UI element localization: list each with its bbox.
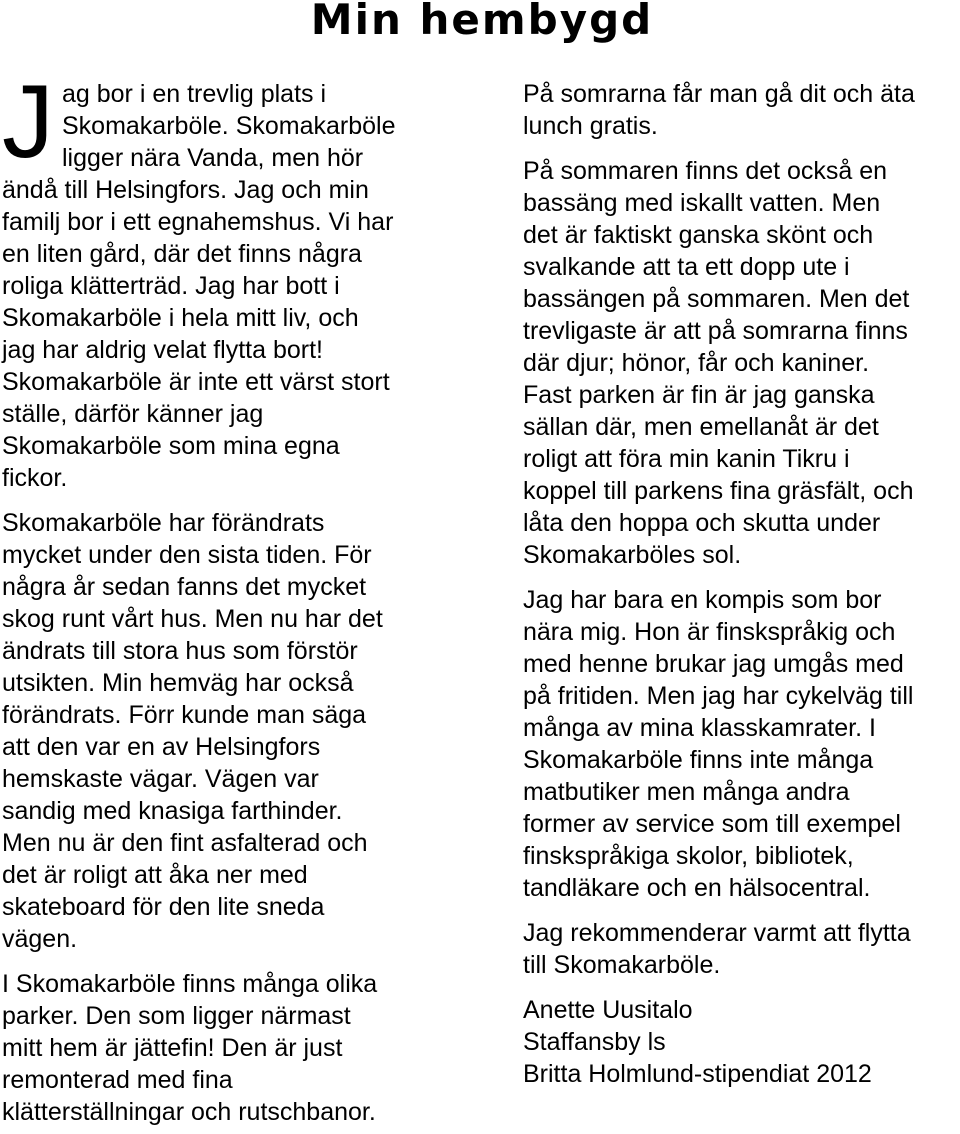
text-line: att den var en av Helsingfors bbox=[2, 733, 321, 761]
left-column bbox=[2, 64, 440, 1128]
text-line: klätterställningar och rutschbanor. bbox=[2, 1098, 376, 1126]
text-line: till Skomakarböle. bbox=[523, 951, 721, 979]
text-line: skog runt vårt hus. Men nu har det bbox=[2, 605, 383, 633]
text-line: fickor. bbox=[2, 464, 68, 492]
text-line: former av service som till exempel bbox=[523, 810, 901, 838]
text-line: Jag har bara en kompis som bor bbox=[523, 586, 882, 614]
text-line: ställe, därför känner jag bbox=[2, 400, 264, 428]
text-line: roliga klätterträd. Jag har bott i bbox=[2, 272, 340, 300]
text-line: där djur; hönor, får och kaniner. bbox=[523, 349, 870, 377]
author-award: Britta Holmlund-stipendiat 2012 bbox=[523, 1060, 872, 1088]
text-line: Skomakarböle finns inte många bbox=[523, 746, 874, 774]
text-line: sandig med knasiga farthinder. bbox=[2, 797, 343, 825]
text-line: sällan där, men emellanåt är det bbox=[523, 413, 879, 441]
text-line: bassäng med iskallt vatten. Men bbox=[523, 189, 881, 217]
text-line: Fast parken är fin är jag ganska bbox=[523, 381, 875, 409]
text-line: Skomakarböle. Skomakarböle bbox=[62, 112, 396, 140]
page-title: Min hembygd bbox=[310, 0, 654, 44]
text-line: Skomakarböle är inte ett värst stort bbox=[2, 368, 390, 396]
paragraph-recommendation bbox=[523, 917, 960, 981]
text-line: mitt hem är jättefin! Den är just bbox=[2, 1034, 343, 1062]
paragraph-changes bbox=[2, 507, 440, 955]
text-line: nära mig. Hon är finskspråkig och bbox=[523, 618, 896, 646]
text-line: hemskaste vägar. Vägen var bbox=[2, 765, 319, 793]
text-line: Skomakarböle har förändrats bbox=[2, 509, 325, 537]
text-line: med henne brukar jag umgås med bbox=[523, 650, 904, 678]
text-line: Jag rekommenderar varmt att flytta bbox=[523, 919, 911, 947]
text-line: ligger nära Vanda, men hör bbox=[62, 144, 364, 172]
text-line: en liten gård, där det finns några bbox=[2, 240, 362, 268]
text-line: roligt att föra min kanin Tikru i bbox=[523, 445, 850, 473]
text-line: På somrarna får man gå dit och äta bbox=[523, 80, 915, 108]
text-line: skateboard för den lite sneda bbox=[2, 893, 325, 921]
text-line: Skomakarböle som mina egna bbox=[2, 432, 340, 460]
text-line: Men nu är den fint asfalterad och bbox=[2, 829, 368, 857]
text-line: koppel till parkens fina gräsfält, och bbox=[523, 477, 914, 505]
text-line: Skomakarböle i hela mitt liv, och bbox=[2, 304, 359, 332]
text-line: det är roligt att åka ner med bbox=[2, 861, 308, 889]
paragraph-intro bbox=[2, 64, 440, 494]
author-name: Anette Uusitalo bbox=[523, 996, 693, 1024]
text-line: jag har aldrig velat flytta bort! bbox=[2, 336, 323, 364]
text-line: vägen. bbox=[2, 925, 78, 953]
text-line: lunch gratis. bbox=[523, 112, 658, 140]
text-line: matbutiker men många andra bbox=[523, 778, 850, 806]
text-line: förändrats. Förr kunde man säga bbox=[2, 701, 367, 729]
text-line: ändrats till stora hus som förstör bbox=[2, 637, 358, 665]
drop-cap: J bbox=[2, 64, 54, 180]
text-line: mycket under den sista tiden. För bbox=[2, 541, 372, 569]
text-line: remonterad med fina bbox=[2, 1066, 233, 1094]
text-line: svalkande att ta ett dopp ute i bbox=[523, 253, 850, 281]
text-line: låta den hoppa och skutta under bbox=[523, 509, 881, 537]
text-line: familj bor i ett egnahemshus. Vi har bbox=[2, 208, 394, 236]
paragraph-lunch bbox=[523, 78, 960, 142]
text-line: I Skomakarböle finns många olika bbox=[2, 970, 378, 998]
text-line: tandläkare och en hälsocentral. bbox=[523, 874, 871, 902]
text-line: på fritiden. Men jag har cykelväg till bbox=[523, 682, 914, 710]
paragraph-parks bbox=[2, 968, 440, 1128]
paragraph-summer bbox=[523, 155, 960, 571]
text-line: bassängen på sommaren. Men det bbox=[523, 285, 910, 313]
text-line: ändå till Helsingfors. Jag och min bbox=[2, 176, 369, 204]
paragraph-friends bbox=[523, 584, 960, 904]
text-line: Skomakarböles sol. bbox=[523, 541, 742, 569]
author-signature bbox=[523, 994, 960, 1090]
text-line: På sommaren finns det också en bbox=[523, 157, 888, 185]
text-line: finskspråkiga skolor, bibliotek, bbox=[523, 842, 854, 870]
text-line: ag bor i en trevlig plats i bbox=[62, 80, 327, 108]
text-line: det är faktiskt ganska skönt och bbox=[523, 221, 874, 249]
text-line: utsikten. Min hemväg har också bbox=[2, 669, 354, 697]
text-line: många av mina klasskamrater. I bbox=[523, 714, 876, 742]
author-school: Staffansby ls bbox=[523, 1028, 666, 1056]
text-line: parker. Den som ligger närmast bbox=[2, 1002, 351, 1030]
text-line: några år sedan fanns det mycket bbox=[2, 573, 367, 601]
right-column bbox=[523, 78, 960, 1090]
text-line: trevligaste är att på somrarna finns bbox=[523, 317, 908, 345]
